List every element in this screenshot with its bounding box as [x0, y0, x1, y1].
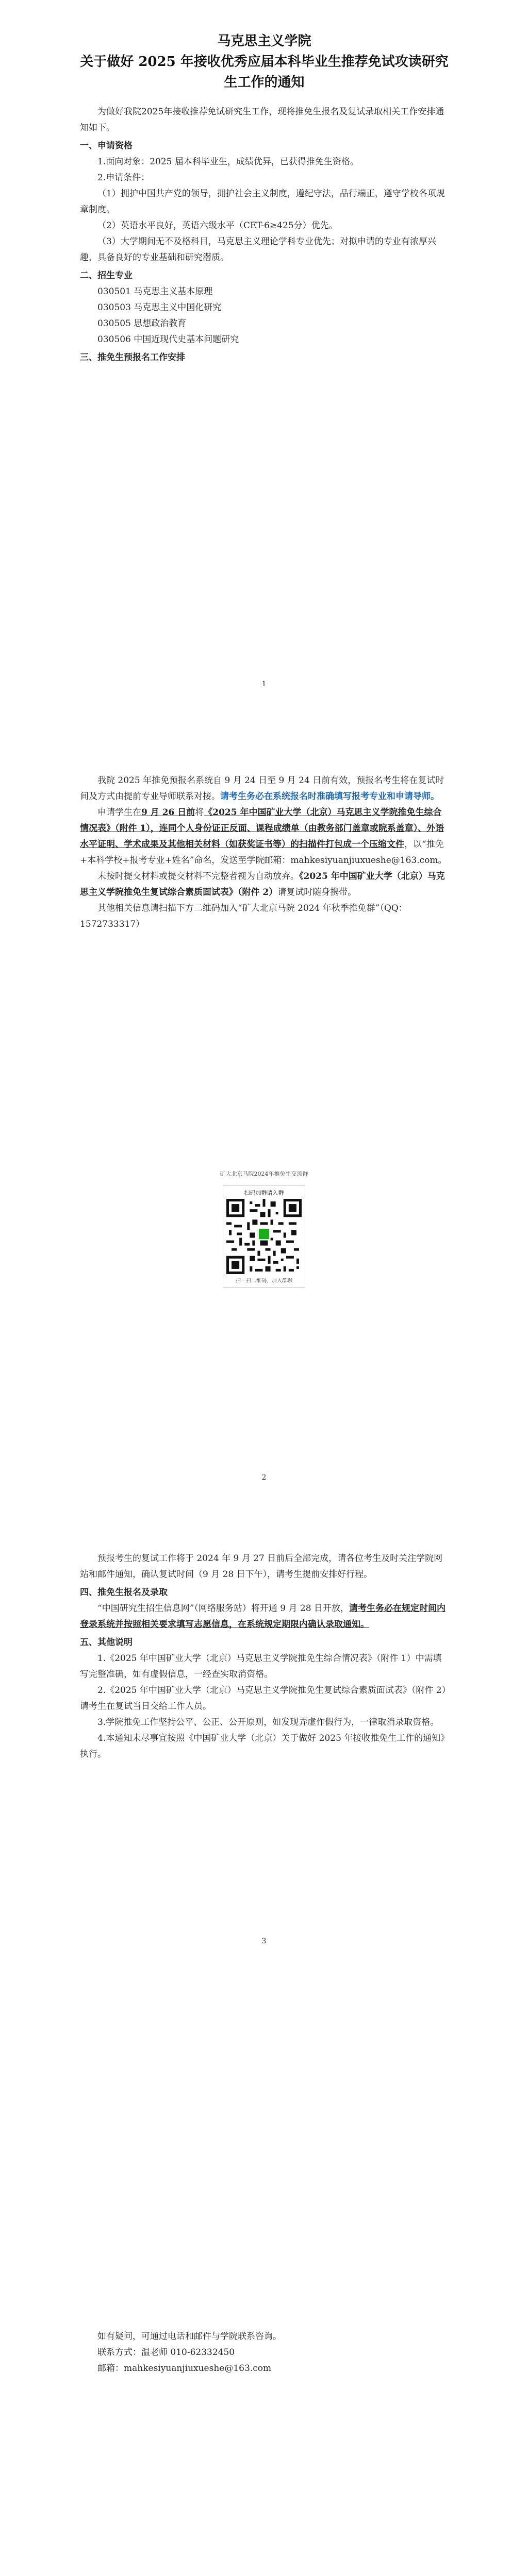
section-3-title: 三、推免生预报名工作安排	[80, 352, 185, 363]
s1-paragraph-2: 2.申请条件：	[97, 173, 150, 183]
page-2-content	[80, 773, 449, 933]
section-1-title: 一、申请资格	[80, 141, 133, 151]
major-item: 030505 思想政治教育	[97, 318, 187, 329]
major-item: 030501 马克思主义基本原理	[97, 286, 213, 297]
p3-paragraph-3: 1.《2025 年中国矿业大学（北京）马克思主义学院推免生综合情况表》（附件 1）中需填写完整准确，如有虚假信息，一经查实取消资格。	[80, 1653, 442, 1680]
section-5-title: 五、其他说明	[80, 1637, 133, 1648]
p2-paragraph-2: 申请学生在9 月 26 日前将《2025 年中国矿业大学（北京）马克思主义学院推免生综合情况表》（附件 1），连同个人身份证正反面、课程成绩单（由教务部门盖章或院系盖章）、外语水平证明、学术成果及其他相关材料（如获奖证书等）的扫描件打包成一个压缩文件，以“推免+本科学校+报考专业+姓名”命名，发送至学院邮箱：mahkesiyuanjiuxueshe@163.com。	[80, 807, 447, 866]
s1-paragraph-4: （2）英语水平良好，英语六级水平（CET-6≥425分）优先。	[97, 221, 338, 231]
major-item: 030503 马克思主义中国化研究	[97, 302, 222, 313]
p3-paragraph-2: “中国研究生招生信息网”（网络服务站）将开通 9 月 28 日开放，请考生务必在规定时间内登录系统并按照相关要求填写志愿信息，在系统规定期限内确认录取通知。	[80, 1603, 446, 1630]
page-number: 1	[261, 680, 267, 688]
p2-paragraph-4: 其他相关信息请扫描下方二维码加入“矿大北京马院 2024 年秋季推免群”（QQ：1572733317）	[80, 903, 407, 929]
page-4-content	[80, 2329, 449, 2377]
major-item: 030506 中国近现代史基本问题研究	[97, 334, 239, 345]
page-1-content	[80, 31, 449, 366]
p3-paragraph-4: 2.《2025 年中国矿业大学（北京）马克思主义学院推免生复试综合素质面试表》（附件 2）请考生在复试当日交给工作人员。	[80, 1685, 447, 1711]
p2-paragraph-3: 未按时提交材料或提交材料不完整者视为自动放弃。《2025 年中国矿业大学（北京）马克思主义学院推免生复试综合素质面试表》（附件 2）请复试时随身携带。	[80, 871, 445, 897]
qr-label: 扫码加群请入群	[244, 1190, 284, 1196]
qr-code-icon	[226, 1199, 302, 1274]
p3-paragraph-5: 3.学院推免工作坚持公平、公正、公开原则，如发现弄虚作假行为，一律取消录取资格。	[97, 1717, 439, 1727]
page-number: 2	[261, 1473, 267, 1482]
qr-footer: 扫一扫二维码，加入群聊	[236, 1278, 292, 1284]
p3-paragraph-1: 预报考生的复试工作将于 2024 年 9 月 27 日前后全部完成，请各位考生及时关注学院网站和邮件通知，确认复试时间（9 月 28 日下午），请考生提前安排好行程。	[80, 1553, 443, 1580]
section-2-title: 二、招生专业	[80, 270, 133, 281]
page-number: 3	[261, 1937, 267, 1945]
p3-paragraph-6: 4.本通知未尽事宜按照《中国矿业大学（北京）关于做好 2025 年接收推免生工作的通知》执行。	[80, 1733, 445, 1759]
contact-person: 联系方式：温老师 010-62332450	[97, 2347, 235, 2358]
notice-title: 关于做好 2025 年接收优秀应届本科毕业生推荐免试攻读研究生工作的通知	[80, 54, 449, 90]
contact-email[interactable]: 邮箱：mahkesiyuanjiuxueshe@163.com	[97, 2363, 272, 2374]
contact-intro: 如有疑问，可通过电话和邮件与学院联系咨询。	[97, 2331, 282, 2342]
s1-paragraph-1: 1.面向对象：2025 届本科毕业生，成绩优异，已获得推免生资格。	[97, 157, 359, 167]
s1-paragraph-5: （3）大学期间无不及格科目，马克思主义理论学科专业优先；对拟申请的专业有浓厚兴趣，具备良好的专业基础和研究潜质。	[80, 236, 436, 263]
p2-paragraph-1: 我院 2025 年推免预报名系统自 9 月 24 日至 9 月 24 日前有效，预报名考生将在复试时间及方式由提前专业导师联系对接。请考生务必在系统报名时准确填写报考专业和申请导师。	[80, 775, 444, 802]
page-3-content	[80, 1551, 449, 1762]
intro-paragraph: 为做好我院2025年接收推荐免试研究生工作，现将推免生报名及复试录取相关工作安排通知如下。	[80, 107, 444, 133]
qr-code-card[interactable]	[223, 1185, 305, 1287]
institution-title: 马克思主义学院	[217, 33, 311, 49]
qr-caption: 矿大北京马院2024年推免生交流群	[220, 1171, 308, 1177]
section-4-title: 四、推免生报名及录取	[80, 1587, 168, 1598]
s1-paragraph-3: （1）拥护中国共产党的领导，拥护社会主义制度，遵纪守法，品行端正，遵守学校各项规章制度。	[80, 189, 445, 215]
